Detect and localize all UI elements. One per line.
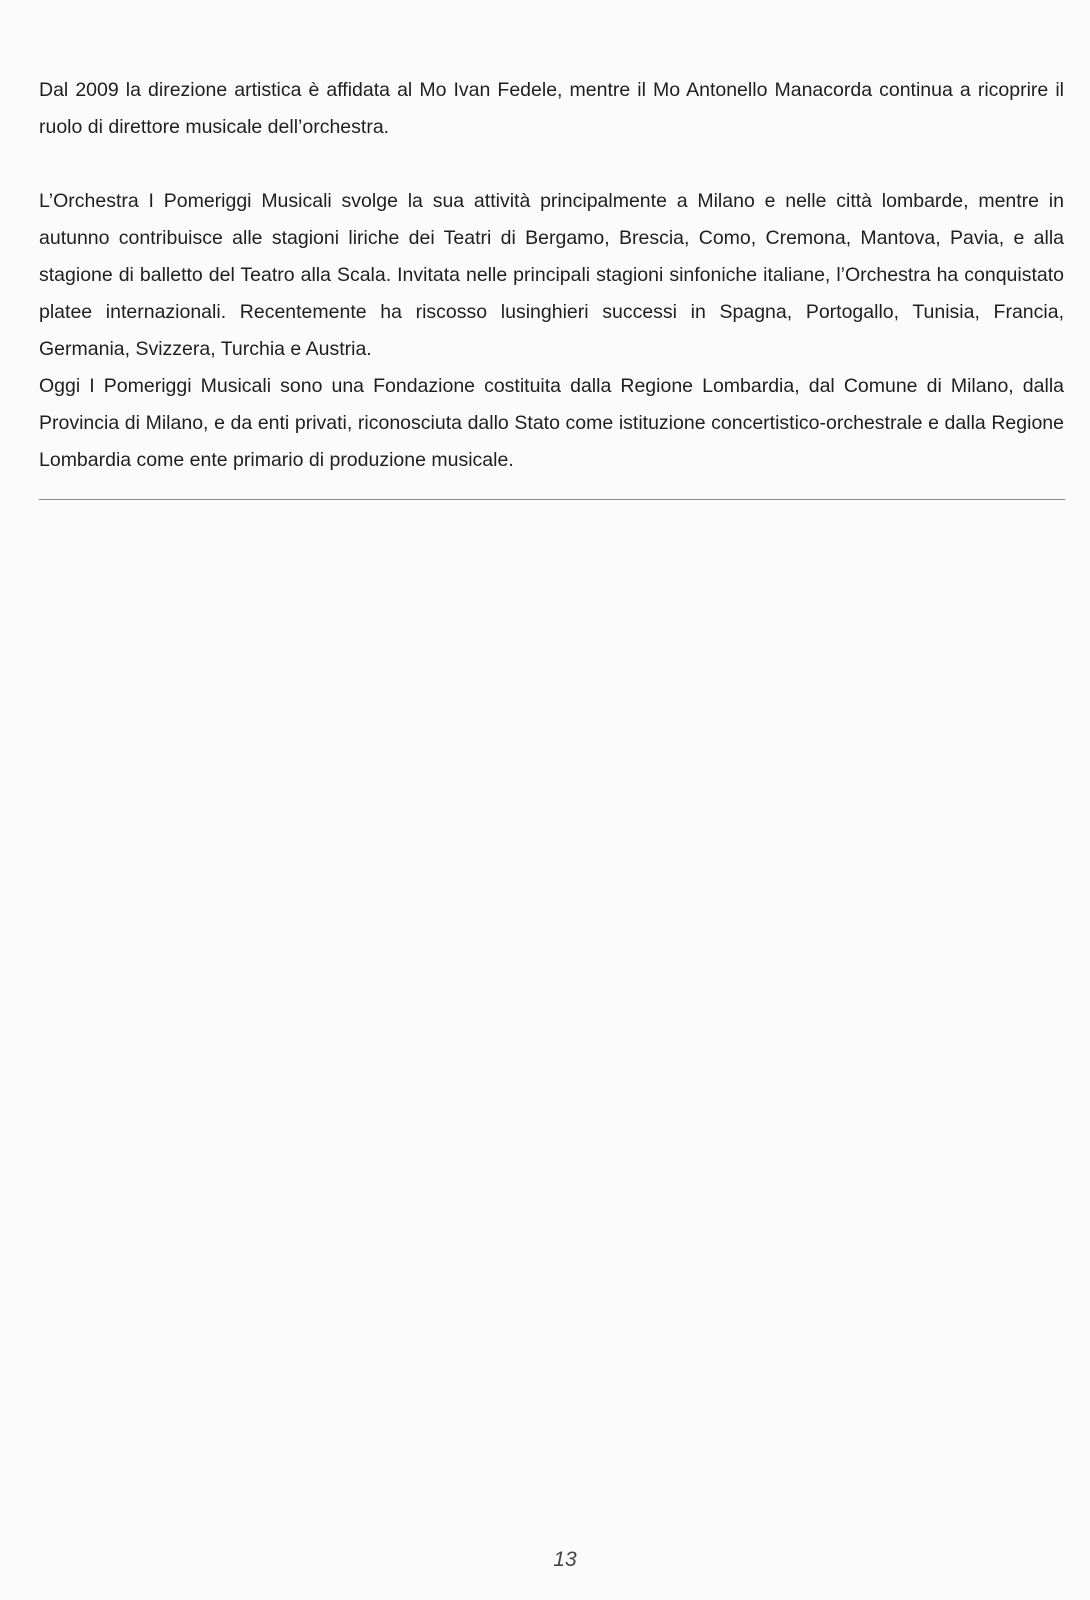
- horizontal-divider: [39, 499, 1065, 500]
- paragraph-foundation: Oggi I Pomeriggi Musicali sono una Fondazione costituita dalla Regione Lombardia, dal Comune di Milano, dalla Provincia di Milano, e da enti privati, riconosciuta dallo Stato come istituzione concertistico-orchestrale e dalla Regione Lombardia come ente primario di produzione musicale.: [39, 375, 1064, 471]
- paragraph-direction: Dal 2009 la direzione artistica è affidata al Mo Ivan Fedele, mentre il Mo Antonello Manacorda continua a ricoprire il ruolo di direttore musicale dell’orchestra.: [39, 79, 1064, 138]
- page-number: 13: [553, 1548, 577, 1571]
- paragraph-activity: L’Orchestra I Pomeriggi Musicali svolge la sua attività principalmente a Milano e nelle città lombarde, mentre in autunno contribuisce alle stagioni liriche dei Teatri di Bergamo, Brescia, Como, Cremona, Mantova, Pavia, e alla stagione di balletto del Teatro alla Scala. Invitata nelle principali stagioni sinfoniche italiane, l’Orchestra ha conquistato platee internazionali. Recentemente ha riscosso lusinghieri successi in Spagna, Portogallo, Tunisia, Francia, Germania, Svizzera, Turchia e Austria.: [39, 190, 1064, 360]
- body-text: [39, 72, 1064, 479]
